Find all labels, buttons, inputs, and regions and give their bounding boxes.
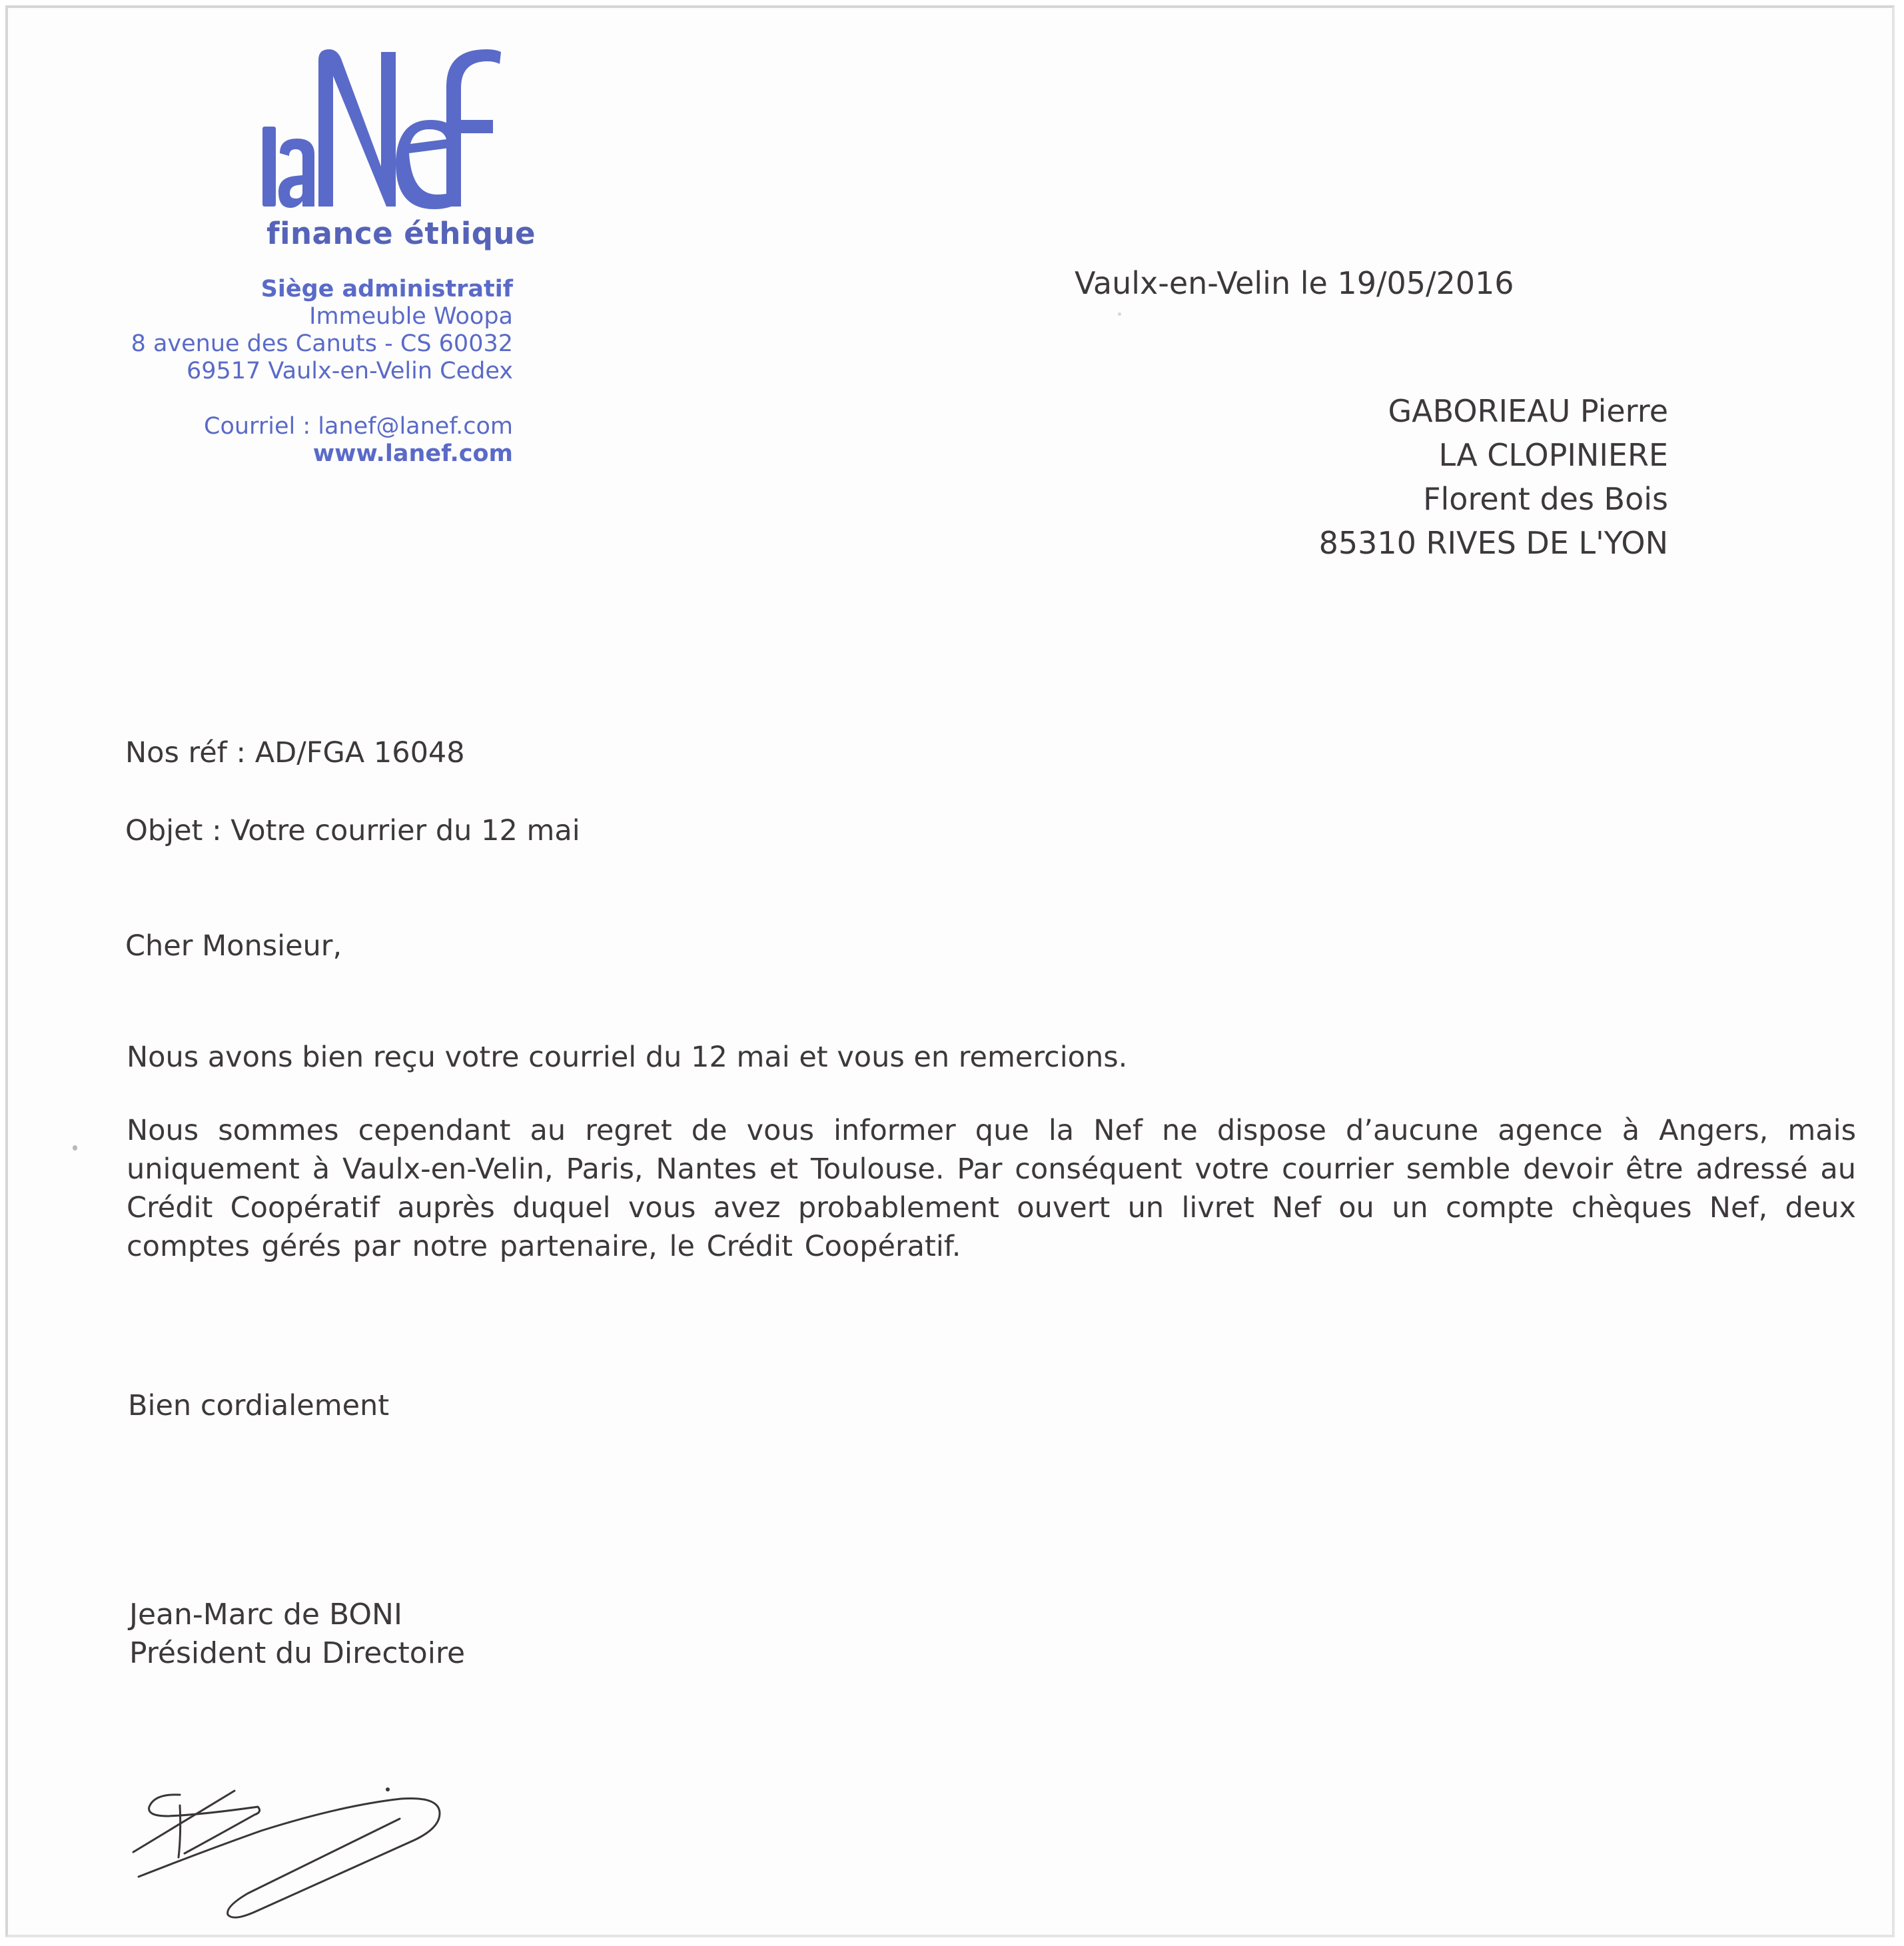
body-paragraph: Nous sommes cependant au regret de vous informer que la Nef ne dispose d’aucune agence à Angers, mais uniquement à Vaulx-en-Velin, Paris, Nantes et Toulouse. Par conséquent votre courrier semble devoir être adressé au Crédit Coopératif auprès duquel vous avez probablement ouvert un livret Nef ou un compte chèques Nef, deux comptes gérés par notre partenaire, le Crédit Coopératif. — [127, 1114, 1856, 1263]
signature-stroke — [133, 1791, 235, 1852]
signatory-title: Président du Directoire — [129, 1636, 466, 1670]
letter-page — [5, 5, 1895, 1937]
sender-address — [131, 276, 513, 468]
logo-letter-N — [318, 49, 396, 207]
logo-tagline: finance éthique — [266, 216, 536, 251]
sender-line: 8 avenue des Canuts - CS 60032 — [131, 330, 513, 357]
signatory-name: Jean-Marc de BONI — [129, 1598, 402, 1632]
signature-stroke — [179, 1805, 181, 1857]
signature-stroke — [149, 1795, 260, 1853]
closing: Bien cordialement — [128, 1389, 390, 1422]
spacer — [131, 385, 513, 413]
signature-stroke — [139, 1798, 440, 1917]
reference-line: Nos réf : AD/FGA 16048 — [125, 736, 465, 769]
logo-letter-f — [446, 49, 501, 207]
sender-email: Courriel : lanef@lanef.com — [204, 413, 513, 440]
body-paragraph: Nous avons bien reçu votre courriel du 12 mai et vous en remercions. — [127, 1041, 1128, 1074]
scan-speck — [1118, 312, 1121, 316]
subject-line: Objet : Votre courrier du 12 mai — [125, 814, 580, 847]
letter-date: Vaulx-en-Velin le 19/05/2016 — [1075, 265, 1514, 301]
recipient-line: 85310 RIVES DE L'YON — [1318, 525, 1668, 561]
sender-heading: Siège administratif — [260, 276, 513, 302]
recipient-line: Florent des Bois — [1423, 481, 1668, 517]
sender-line: Immeuble Woopa — [309, 303, 513, 330]
signature-dot — [386, 1787, 390, 1791]
signature-strokes — [121, 1767, 454, 1940]
handwritten-signature — [121, 1767, 454, 1940]
recipient-line: GABORIEAU Pierre — [1388, 393, 1668, 429]
scan-speck — [73, 1145, 77, 1151]
recipient-line: LA CLOPINIERE — [1438, 437, 1668, 473]
recipient-address — [1319, 389, 1668, 565]
sender-line: 69517 Vaulx-en-Velin Cedex — [186, 358, 513, 384]
salutation: Cher Monsieur, — [125, 929, 342, 963]
logo-letter-a — [278, 139, 314, 208]
logo-letter-l — [262, 127, 276, 207]
sender-website: www.lanef.com — [312, 440, 513, 467]
